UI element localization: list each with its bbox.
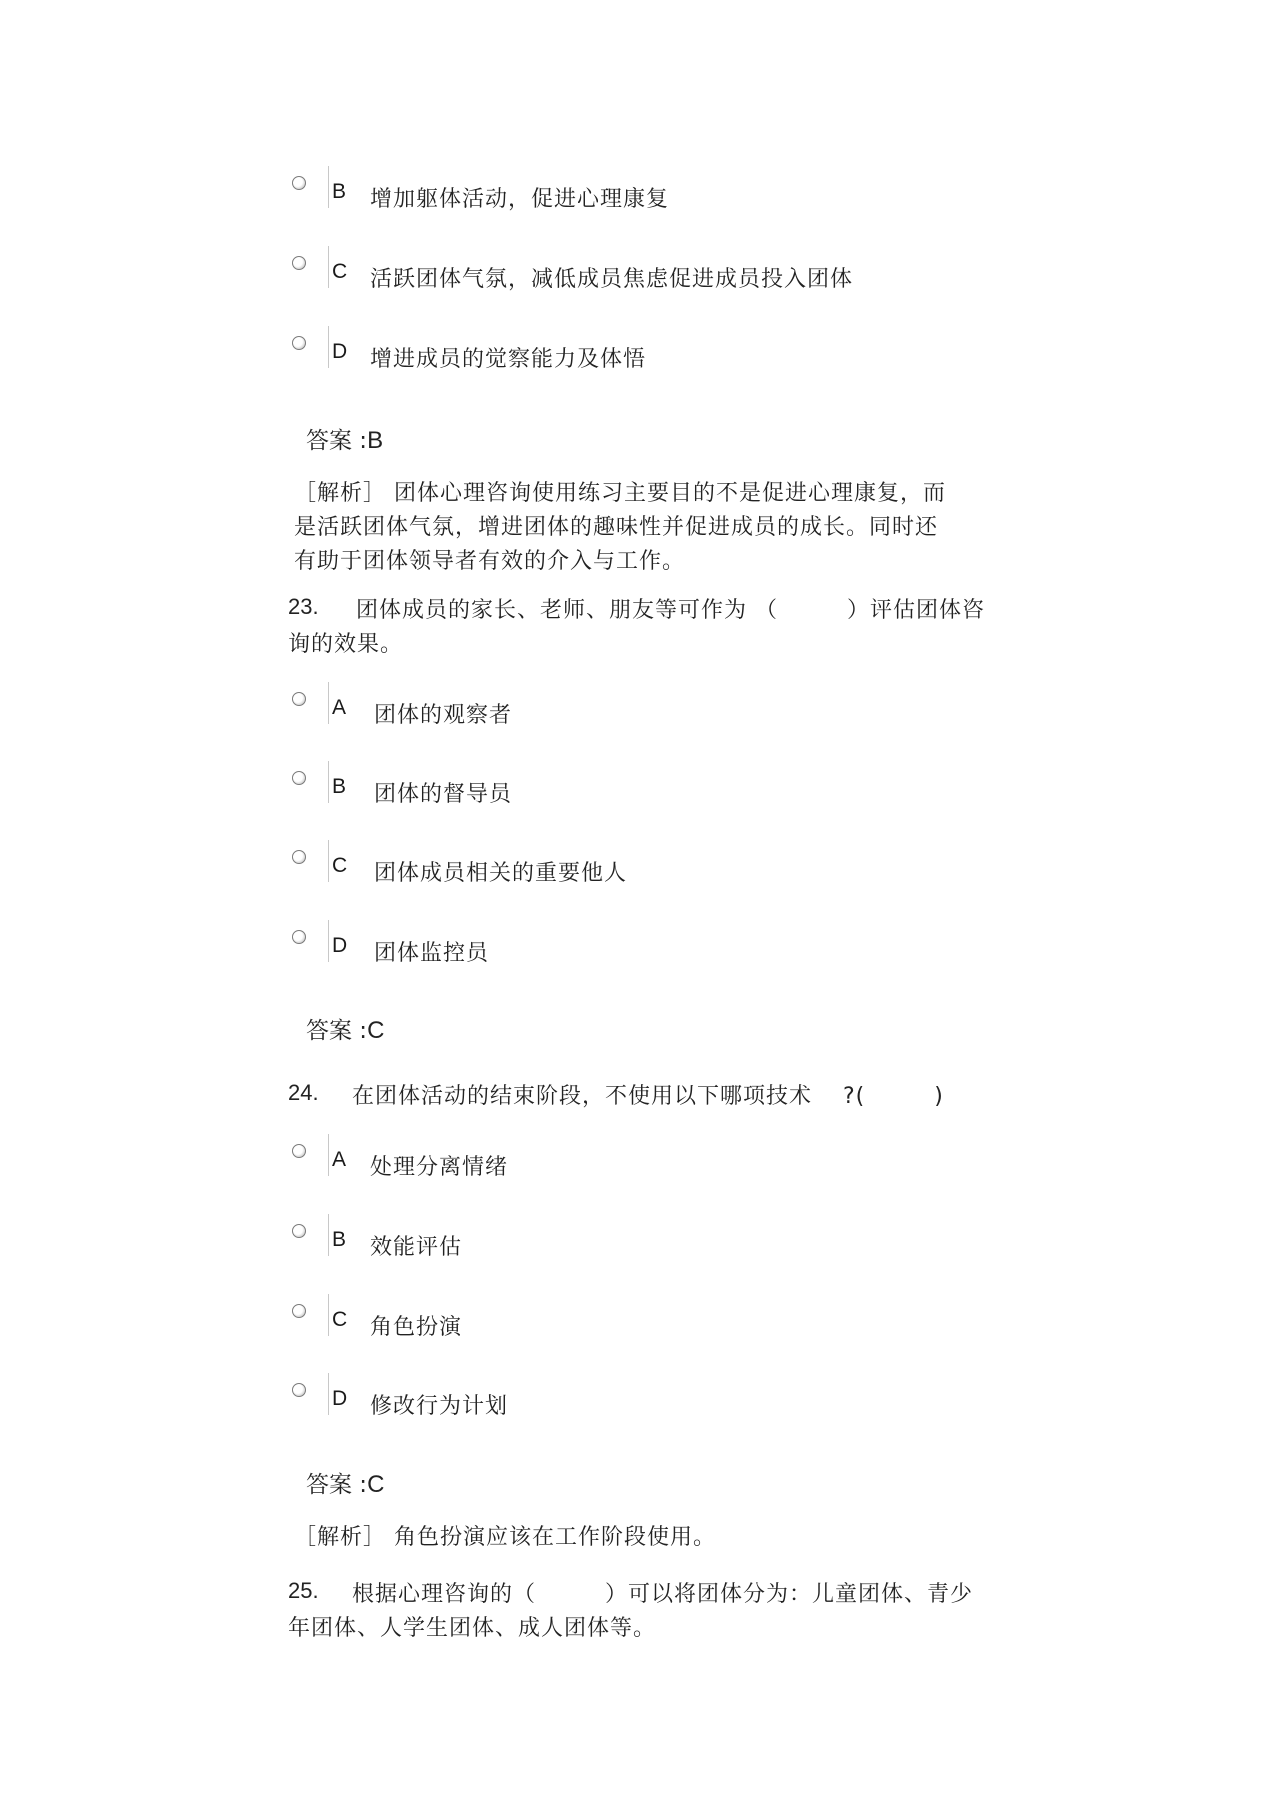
radio-button[interactable] — [292, 850, 306, 864]
answer-value: C — [367, 1017, 385, 1044]
option-text: 团体监控员 — [374, 941, 490, 966]
q22-option-d[interactable] — [288, 328, 988, 372]
radio-button[interactable] — [292, 1304, 306, 1318]
q24-option-a[interactable] — [288, 1136, 988, 1180]
q22-option-b[interactable] — [288, 168, 988, 212]
divider — [328, 1294, 329, 1336]
radio-button[interactable] — [292, 1144, 306, 1158]
q23-option-c[interactable] — [288, 842, 988, 886]
divider — [328, 761, 329, 803]
divider — [328, 246, 329, 288]
analysis-line: ［解析］ 角色扮演应该在工作阶段使用。 — [294, 1525, 716, 1550]
option-text: 团体的督导员 — [374, 782, 513, 807]
q22-option-c[interactable] — [288, 248, 988, 292]
option-text: 团体成员相关的重要他人 — [374, 861, 628, 886]
q24-answer — [306, 1466, 384, 1499]
option-letter: D — [332, 1387, 348, 1410]
option-letter: A — [332, 1148, 347, 1171]
divider — [328, 682, 329, 724]
radio-button[interactable] — [292, 930, 306, 944]
q22-analysis — [294, 477, 994, 579]
question-line: 根据心理咨询的（ ）可以将团体分为：儿童团体、青少 — [352, 1582, 974, 1607]
divider — [328, 1373, 329, 1415]
question-number: 25. — [288, 1578, 319, 1603]
question-line: 年团体、人学生团体、成人团体等。 — [288, 1616, 657, 1641]
divider — [328, 840, 329, 882]
q22-answer — [306, 422, 383, 455]
q24-option-b[interactable] — [288, 1216, 988, 1260]
question-line: 在团体活动的结束阶段，不使用以下哪项技术 ?( ) — [352, 1084, 944, 1109]
radio-button[interactable] — [292, 1383, 306, 1397]
option-text: 活跃团体气氛，减低成员焦虑促进成员投入团体 — [370, 267, 854, 292]
option-letter: C — [332, 260, 348, 283]
q23-stem — [288, 594, 1048, 662]
option-letter: D — [332, 340, 348, 363]
option-letter: B — [332, 1228, 347, 1251]
option-text: 团体的观察者 — [374, 703, 513, 728]
analysis-line: ［解析］ 团体心理咨询使用练习主要目的不是促进心理康复，而 — [294, 481, 946, 506]
analysis-line: 是活跃团体气氛，增进团体的趣味性并促进成员的成长。同时还 — [294, 515, 939, 540]
radio-button[interactable] — [292, 336, 306, 350]
radio-button[interactable] — [292, 771, 306, 785]
option-letter: A — [332, 696, 347, 719]
option-text: 处理分离情绪 — [370, 1155, 509, 1180]
q24-option-c[interactable] — [288, 1296, 988, 1340]
q24-stem — [288, 1080, 1048, 1114]
divider — [328, 326, 329, 368]
q23-option-b[interactable] — [288, 763, 988, 807]
option-letter: C — [332, 854, 348, 877]
radio-button[interactable] — [292, 256, 306, 270]
option-letter: C — [332, 1308, 348, 1331]
answer-value: C — [367, 1471, 385, 1498]
q23-option-d[interactable] — [288, 922, 988, 966]
question-line: 询的效果。 — [288, 632, 404, 657]
option-text: 增加躯体活动，促进心理康复 — [370, 187, 670, 212]
answer-label: 答案 : — [306, 428, 368, 454]
q23-answer — [306, 1012, 384, 1045]
option-text: 效能评估 — [370, 1235, 463, 1260]
divider — [328, 166, 329, 208]
option-text: 修改行为计划 — [370, 1394, 509, 1419]
analysis-line: 有助于团体领导者有效的介入与工作。 — [294, 549, 686, 574]
radio-button[interactable] — [292, 1224, 306, 1238]
radio-button[interactable] — [292, 176, 306, 190]
radio-button[interactable] — [292, 692, 306, 706]
q23-option-a[interactable] — [288, 684, 988, 728]
divider — [328, 920, 329, 962]
option-letter: B — [332, 180, 347, 203]
option-letter: B — [332, 775, 347, 798]
answer-label: 答案 : — [306, 1018, 368, 1044]
q25-stem — [288, 1578, 1048, 1646]
divider — [328, 1134, 329, 1176]
q24-analysis — [294, 1521, 994, 1555]
answer-value: B — [367, 427, 384, 454]
question-number: 24. — [288, 1080, 319, 1105]
option-letter: D — [332, 934, 348, 957]
q24-option-d[interactable] — [288, 1375, 988, 1419]
question-number: 23. — [288, 594, 319, 619]
divider — [328, 1214, 329, 1256]
question-line: 团体成员的家长、老师、朋友等可作为 （ ）评估团体咨 — [356, 598, 985, 623]
option-text: 角色扮演 — [370, 1315, 463, 1340]
answer-label: 答案 : — [306, 1472, 368, 1498]
option-text: 增进成员的觉察能力及体悟 — [370, 347, 647, 372]
